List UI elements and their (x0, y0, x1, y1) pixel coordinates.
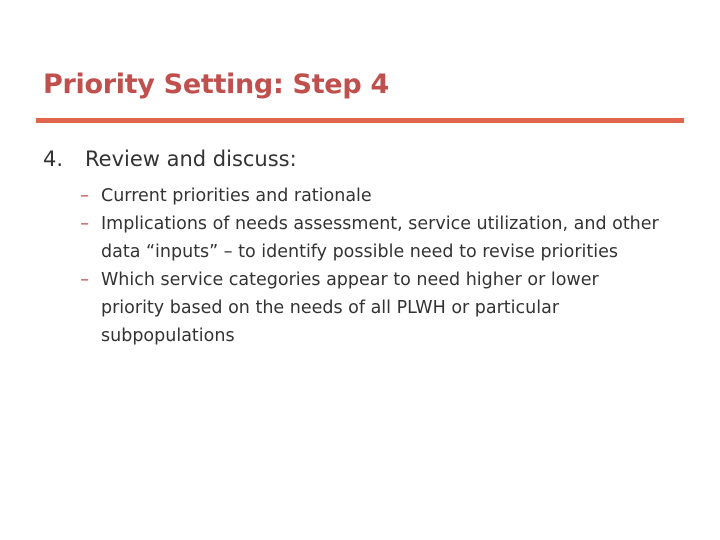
slide-body (43, 145, 673, 350)
sub-list-item (43, 210, 673, 266)
slide-title: Priority Setting: Step 4 (43, 69, 389, 100)
sub-item-text: Implications of needs assessment, service utilization, and other data “inputs” – to identify possible need to revise priorities (101, 214, 659, 262)
dash-bullet: – (80, 214, 89, 234)
dash-bullet: – (80, 270, 89, 290)
sub-item-text: Current priorities and rationale (101, 186, 372, 206)
dash-bullet: – (80, 186, 89, 206)
sub-list (43, 182, 673, 350)
list-number: 4. (43, 147, 64, 171)
sub-list-item (43, 182, 673, 210)
title-underline (36, 118, 684, 123)
list-item-text: Review and discuss: (85, 147, 297, 171)
sub-item-text: Which service categories appear to need higher or lower priority based on the needs of all PLWH or particular subpopulations (101, 270, 599, 346)
sub-list-item (43, 266, 673, 350)
main-list-item (43, 145, 673, 173)
